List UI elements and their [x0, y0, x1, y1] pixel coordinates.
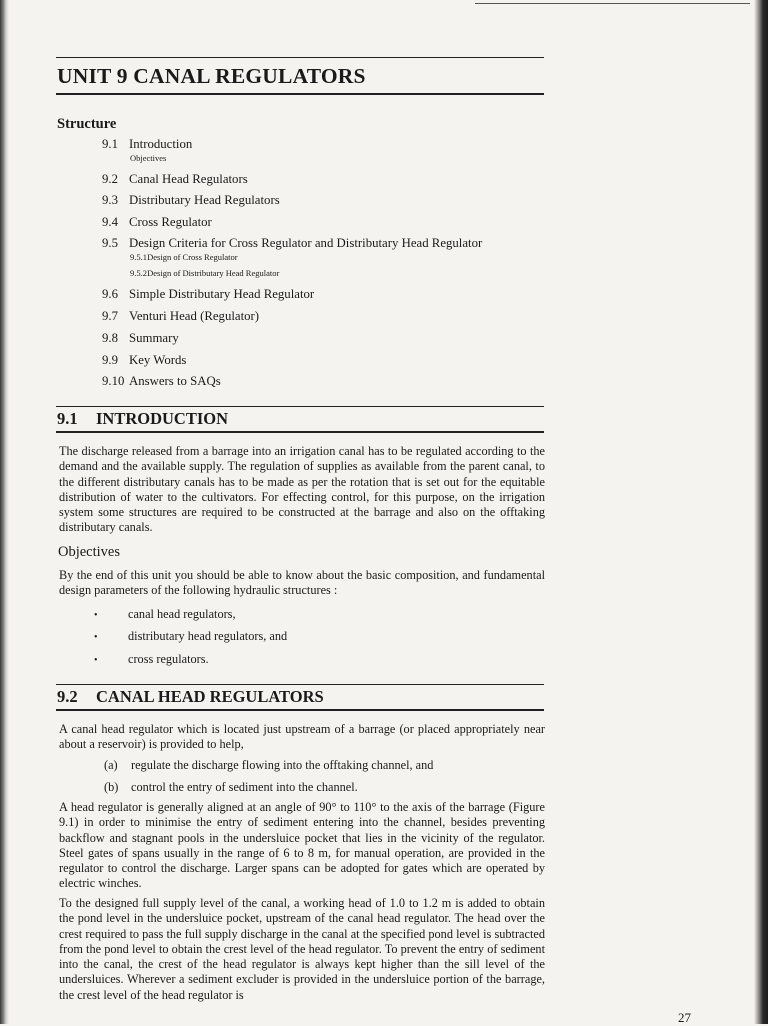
bullet-icon: • [94, 610, 98, 621]
toc-item: 9.10 Answers to SAQs [102, 374, 221, 388]
top-scan-line [475, 3, 750, 4]
toc-item: 9.4 Cross Regulator [102, 215, 212, 229]
objectives-heading: Objectives [58, 544, 121, 560]
bullet-icon: • [94, 655, 98, 666]
section-title: INTRODUCTION [96, 409, 229, 428]
toc-item: 9.3 Distributary Head Regulators [102, 193, 280, 207]
page-number: 27 [678, 1010, 691, 1025]
section-91-heading [57, 409, 228, 429]
objective-bullet: • cross regulators. [94, 652, 209, 666]
section-number: 9.1 [57, 409, 78, 428]
objective-bullet: • distributary head regulators, and [94, 629, 288, 643]
toc-subitem: 9.5.2 Design of Distributary Head Regulator [130, 268, 280, 278]
title-rule-top [56, 57, 544, 58]
objective-bullet: • canal head regulators, [94, 607, 236, 621]
toc-item: 9.8 Summary [102, 331, 179, 345]
section-92-rule-top [56, 684, 544, 685]
toc-item: 9.7 Venturi Head (Regulator) [102, 309, 260, 323]
alignment-paragraph: A head regulator is generally aligned at an angle of 90° to 110° to the axis of the barrage (Figure 9.1) in order to minimise the entry of sediment entering into the channel, besides preventing backflow and stagnant pools in the undersluice pocket that lies in the vicinity of the regulator. Steel gates of spans usually in the range of 6 to 8 m, for manual operation, are provided in the regulator to control the discharge. Larger spans can be adopted for gates which are operated by electric winches. [59, 800, 545, 891]
title-rule-bottom [56, 93, 544, 95]
crest-level-paragraph: To the designed full supply level of the canal, a working head of 1.0 to 1.2 m is added to obtain the pond level in the undersluice pocket, upstream of the canal head regulator. The head over the crest required to pass the full supply discharge in the canal at the specified pond level is subtracted from the pond level to obtain the crest level of the head regulator. To prevent the entry of sediment into the canal, the crest of the head regulator is always kept higher than the sill level of the undersluices. Wherever a sediment excluder is provided in the undersluice portion of the barrage, the crest level of the head regulator is [59, 896, 545, 1002]
toc-item: 9.9 Key Words [102, 353, 187, 367]
section-92-rule-bottom [56, 709, 544, 711]
unit-title: UNIT 9 CANAL REGULATORS [57, 64, 366, 88]
section-91-rule-bottom [56, 431, 544, 433]
introduction-paragraph: The discharge released from a barrage into an irrigation canal has to be regulated according to the demand and the available supply. The regulation of supplies as available from the parent canal, to the different distributary canals has to be made as per the rotation that is set out for the equitable distribution of water to the cultivators. For effecting control, for this purpose, on the irrigation system some structures are required to be constructed at the barrage and also on the offtaking distributary canals. [59, 444, 545, 535]
objectives-intro: By the end of this unit you should be able to know about the basic composition, and fundamental design parameters of the following hydraulic structures : [59, 568, 545, 598]
section-number: 9.2 [57, 687, 78, 706]
toc-subitem: 9.5.1 Design of Cross Regulator [130, 252, 238, 262]
toc-subitem: Objectives [130, 153, 167, 163]
toc-item: 9.1 Introduction [102, 137, 193, 151]
toc-item: 9.5 Design Criteria for Cross Regulator and Distributary Head Regulator [102, 236, 483, 250]
section-title: CANAL HEAD REGULATORS [96, 687, 324, 706]
page-binding-shadow-right [754, 0, 768, 1024]
page-binding-shadow-left [0, 0, 9, 1024]
structure-heading: Structure [57, 116, 117, 132]
bullet-icon: • [94, 632, 98, 643]
toc-item: 9.2 Canal Head Regulators [102, 172, 248, 186]
canal-head-intro: A canal head regulator which is located just upstream of a barrage (or placed appropriately near about a reservoir) is provided to help, [59, 722, 545, 752]
function-item: (a) regulate the discharge flowing into the offtaking channel, and [104, 758, 434, 772]
function-item: (b) control the entry of sediment into the channel. [104, 780, 358, 794]
section-91-rule-top [56, 406, 544, 407]
section-92-heading [57, 687, 324, 707]
toc-item: 9.6 Simple Distributary Head Regulator [102, 287, 315, 301]
